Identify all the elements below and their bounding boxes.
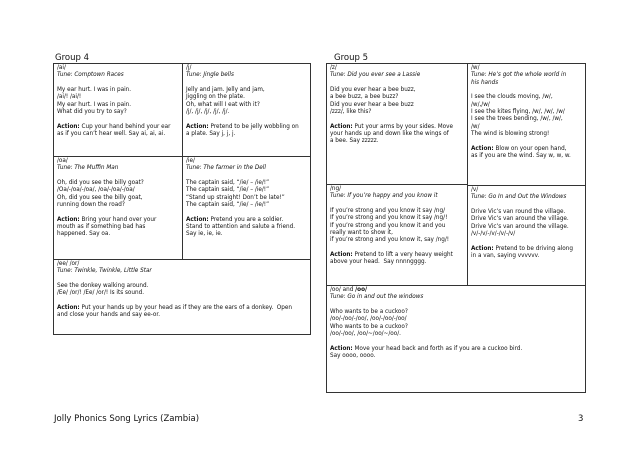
lyric-line: My ear hurt. I was in pain. bbox=[57, 87, 132, 94]
cell-oa bbox=[54, 157, 182, 259]
tune-label: Tune: Go In and Out the Windows bbox=[471, 194, 567, 201]
action-text: in a van, saying vvvvvv. bbox=[471, 253, 540, 260]
lyric-line: a bee buzz, a bee buzz? bbox=[330, 94, 399, 101]
lyric-line: Jelly and jam. Jelly and jam, bbox=[186, 87, 265, 94]
action-text: your hands up and down like the wings of bbox=[330, 131, 449, 138]
tune-label: Tune: He’s got the whole world in bbox=[471, 72, 567, 79]
group-5-title: Group 5 bbox=[334, 53, 368, 63]
sound-label: /w/ bbox=[471, 65, 480, 71]
action-text: Say ie, ie, ie. bbox=[186, 231, 223, 238]
lyric-line: /zzz/, like this? bbox=[330, 109, 372, 116]
action-text: as if you are the wind. Say w, w, w. bbox=[471, 153, 571, 160]
cell-ng bbox=[327, 185, 467, 285]
lyric-line: Who wants to be a cuckoo? bbox=[330, 309, 408, 316]
lyric-line: Jiggling on the plate. bbox=[186, 94, 245, 101]
tune-label: his hands bbox=[471, 79, 499, 86]
lyric-line: The captain said, “/ie/ – /ie/!” bbox=[186, 187, 270, 194]
cell-ee-or bbox=[54, 260, 310, 335]
lyric-line: /j/, /j/, /j/, /j/, /j/. bbox=[186, 109, 230, 116]
lyric-line: Did you ever hear a bee buzz bbox=[330, 101, 414, 108]
tune-label: Tune: Comptown Races bbox=[57, 72, 124, 79]
group-4-title: Group 4 bbox=[55, 53, 89, 63]
sound-label: /ie/ bbox=[186, 158, 195, 164]
sound-label: /v/ bbox=[471, 187, 479, 193]
cell-ai bbox=[54, 64, 182, 156]
group-4-table bbox=[53, 63, 311, 335]
action-text: Action: Cup your hand behind your ear bbox=[57, 123, 171, 130]
lyric-line: /oo/-/oo/-/oo/, /oo/-/oo/-/oo/ bbox=[330, 316, 407, 323]
lyric-line: /w/ bbox=[471, 123, 480, 130]
tune-label: Tune: If you’re happy and you know it bbox=[330, 193, 438, 200]
sound-label: /oo/ and /oo/ bbox=[330, 287, 368, 293]
lyric-line: /v/-/v/-/v/-/v/-/v/ bbox=[471, 231, 516, 238]
lyric-line: The wind is blowing strong! bbox=[471, 131, 550, 138]
sound-label: /ee/ /or/ bbox=[57, 261, 80, 267]
cell-v bbox=[468, 186, 585, 285]
lyric-line: /oo/-/oo/, /oo/~/oo/~/oo/. bbox=[330, 331, 401, 338]
action-text: Action: Pretend you are a soldier. bbox=[186, 216, 284, 223]
lyric-line: I see the trees bending, /w/, /w/, bbox=[471, 116, 563, 123]
tune-label: Tune: Jingle bells bbox=[186, 72, 234, 79]
action-text: above your head. Say nnnngggg. bbox=[330, 259, 427, 266]
lyric-line: If you’re strong and you know it and you bbox=[330, 222, 446, 229]
lyric-line: If you’re strong and you know it say /ng/! bbox=[330, 215, 448, 222]
action-text: Say oooo, oooo. bbox=[330, 353, 376, 360]
action-text: Stand to attention and salute a friend. bbox=[186, 224, 296, 231]
sound-label: /oa/ bbox=[57, 158, 68, 164]
cell-j bbox=[183, 64, 311, 156]
action-text: Action: Put your hands up by your head as if they are the ears of a donkey. Open bbox=[57, 305, 292, 312]
group-5-table bbox=[326, 63, 586, 393]
action-text: and close your hands and say ee-or. bbox=[57, 312, 161, 319]
lyric-line: if you’re strong and you know it, say /ng/! bbox=[330, 237, 450, 244]
action-text: Action: Blow on your open hand, bbox=[471, 145, 567, 152]
action-text: Action: Pretend to be jelly wobbling on bbox=[186, 123, 299, 130]
tune-label: Tune: The Muffin Man bbox=[57, 165, 119, 172]
cell-ie bbox=[183, 157, 311, 259]
cell-z bbox=[327, 64, 467, 184]
action-text: Action: Put your arms by your sides. Move bbox=[330, 123, 453, 130]
tune-label: Tune: Twinkle, Twinkle, Little Star bbox=[57, 268, 152, 275]
sound-label: /ai/ bbox=[57, 65, 66, 71]
lyric-line: Who wants to be a cuckoo? bbox=[330, 323, 408, 330]
lyric-line: really want to show it, bbox=[330, 230, 393, 237]
lyric-line: If you’re strong and you know it say /ng/ bbox=[330, 208, 446, 215]
tune-label: Tune: Go in and out the windows bbox=[330, 294, 424, 301]
lyric-line: See the donkey walking around. bbox=[57, 283, 149, 290]
lyric-line: /ai/! /ai/! bbox=[57, 94, 82, 101]
action-text: happened. Say oa. bbox=[57, 231, 111, 238]
action-text: Action: Pretend to lift a very heavy weight bbox=[330, 252, 453, 259]
action-text: a bee. Say zzzzz. bbox=[330, 138, 379, 145]
lyric-line: The captain said, “/ie/ – /ie/!” bbox=[186, 180, 270, 187]
sound-label: /j/ bbox=[186, 65, 192, 71]
tune-label: Tune: Did you ever see a Lassie bbox=[330, 72, 421, 79]
sound-label: /z/ bbox=[330, 65, 337, 71]
lyric-line: I see the clouds moving, /w/, bbox=[471, 94, 553, 101]
action-text: Action: Pretend to be driving along bbox=[471, 245, 573, 252]
action-text: a plate. Say j, j, j. bbox=[186, 131, 236, 138]
sound-label: /ng/ bbox=[330, 186, 342, 192]
action-text: Action: Move your head back and forth as if you are a cuckoo bird. bbox=[330, 345, 523, 352]
lyric-line: /w/,/w/ bbox=[471, 101, 490, 108]
lyric-line: “Stand up straight! Don’t be late!” bbox=[186, 194, 285, 201]
tune-label: Tune: The farmer in the Dell bbox=[186, 165, 266, 172]
lyric-line: Drive Vic’s van around the village. bbox=[471, 216, 569, 223]
cell-oo bbox=[327, 286, 585, 392]
lyric-line: I see the kites flying, /w/, /w/, /w/ bbox=[471, 109, 565, 116]
page-number: 3 bbox=[578, 414, 584, 424]
action-text: Action: Bring your hand over your bbox=[57, 216, 157, 223]
lyric-line: running down the road? bbox=[57, 202, 125, 209]
action-text: mouth as if something bad has bbox=[57, 224, 146, 231]
lyric-line: Did you ever hear a bee buzz, bbox=[330, 87, 416, 94]
lyric-line: /Oa/-/oa/-/oa/, /oa/-/oa/-/oa/ bbox=[57, 187, 135, 194]
lyric-line: Oh, did you see the billy goat? bbox=[57, 180, 144, 187]
lyric-line: What did you try to say? bbox=[57, 109, 127, 116]
lyric-line: Oh, what will I eat with it? bbox=[186, 101, 260, 108]
lyric-line: Drive Vic’s van round the village. bbox=[471, 209, 566, 216]
lyric-line: Oh, did you see the billy goat, bbox=[57, 194, 143, 201]
action-text: as if you can’t hear well. Say ai, ai, ai. bbox=[57, 131, 166, 138]
lyric-line: Drive Vic’s van around the village. bbox=[471, 223, 569, 230]
footer-title: Jolly Phonics Song Lyrics (Zambia) bbox=[54, 414, 200, 424]
lyric-line: /Ee/ /or/! /Ee/ /or/! Is its sound. bbox=[57, 290, 145, 297]
cell-w bbox=[468, 64, 585, 185]
lyric-line: The captain said, “/ie/ – /ie/!” bbox=[186, 202, 270, 209]
lyric-line: My ear hurt. I was in pain. bbox=[57, 101, 132, 108]
